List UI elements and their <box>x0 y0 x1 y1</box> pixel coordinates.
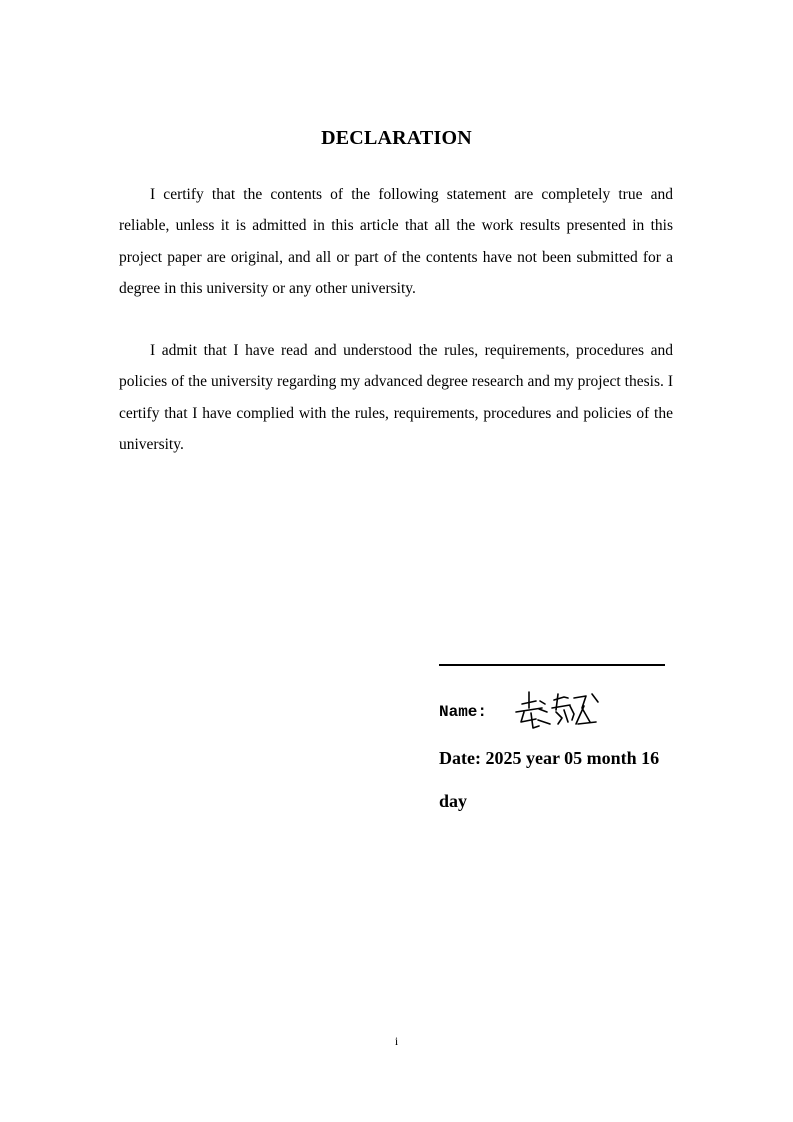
date-line: Date: 2025 year 05 month 16 day <box>439 748 660 811</box>
page-title: DECLARATION <box>321 127 472 149</box>
page-number: i <box>394 1034 399 1048</box>
declaration-paragraph-2: I admit that I have read and understood the rules, requirements, procedures and policies of the university regarding my advanced degree research and my project thesis. I certify that I have complied with the rules, requirements, procedures and policies of the university. <box>119 342 673 453</box>
handwritten-signature <box>512 688 604 732</box>
declaration-paragraph-1: I certify that the contents of the following statement are completely true and reliable, unless it is admitted in this article that all the work results presented in this project paper are original, and all or part of the contents have not been submitted for a degree in this university or any other university. <box>119 186 673 297</box>
signature-line <box>439 664 665 666</box>
name-label: Name: <box>439 703 488 721</box>
name-row <box>439 699 487 725</box>
